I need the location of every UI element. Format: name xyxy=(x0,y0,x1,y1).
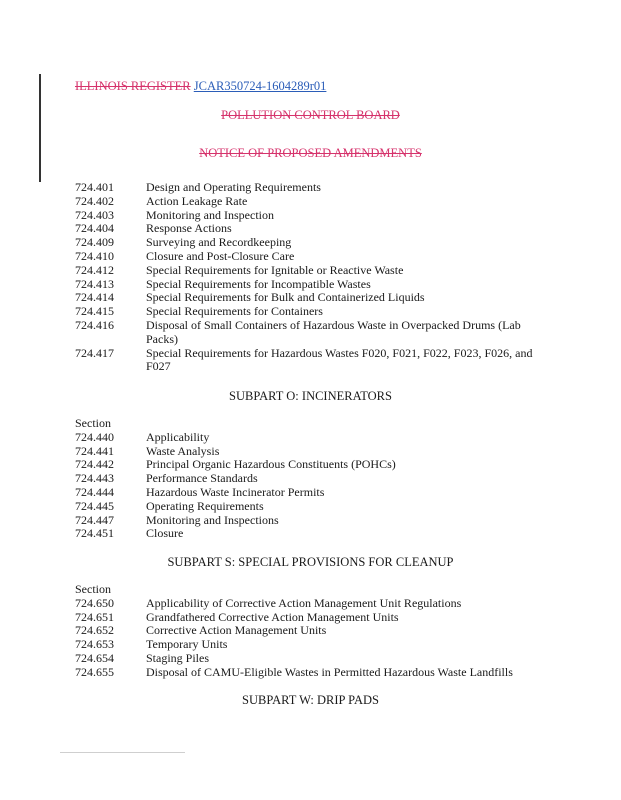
list-item xyxy=(75,291,545,305)
list-item xyxy=(75,500,545,514)
section-list-subpart-s xyxy=(75,583,545,680)
section-number: 724.651 xyxy=(75,609,114,624)
board-title xyxy=(0,108,621,123)
subpart-o-heading: SUBPART O: INCINERATORS xyxy=(229,389,392,403)
section-title: Disposal of CAMU-Eligible Wastes in Permitted Hazardous Waste Landfills xyxy=(146,664,513,679)
section-number: 724.412 xyxy=(75,262,114,277)
section-number: 724.447 xyxy=(75,512,114,527)
section-column-label: Section xyxy=(75,416,111,430)
section-number: 724.653 xyxy=(75,637,114,652)
section-number: 724.445 xyxy=(75,498,114,513)
section-number: 724.443 xyxy=(75,471,114,486)
list-item xyxy=(75,209,545,223)
section-title: Special Requirements for Ignitable or Reactive Waste xyxy=(146,262,404,277)
list-item xyxy=(75,652,545,666)
list-item xyxy=(75,624,545,638)
list-item xyxy=(75,195,545,209)
list-item xyxy=(75,514,545,528)
section-title: Action Leakage Rate xyxy=(146,193,248,208)
section-list-subpart-n xyxy=(75,181,545,374)
board-title-text: POLLUTION CONTROL BOARD xyxy=(221,108,400,122)
section-title: Applicability of Corrective Action Management Unit Regulations xyxy=(146,595,462,610)
section-number: 724.441 xyxy=(75,443,114,458)
section-number: 724.415 xyxy=(75,304,114,319)
notice-title xyxy=(0,146,621,161)
subpart-s-heading: SUBPART S: SPECIAL PROVISIONS FOR CLEANUP xyxy=(167,555,454,569)
list-item xyxy=(75,638,545,652)
section-title: Special Requirements for Hazardous Wastes F020, F021, F022, F023, F026, and F027 xyxy=(146,345,533,374)
section-number: 724.655 xyxy=(75,664,114,679)
list-item xyxy=(75,431,545,445)
section-title: Special Requirements for Incompatible Wastes xyxy=(146,276,371,291)
section-number: 724.417 xyxy=(75,345,114,360)
section-title: Corrective Action Management Units xyxy=(146,623,327,638)
section-number: 724.442 xyxy=(75,457,114,472)
list-item xyxy=(75,181,545,195)
section-column-label: Section xyxy=(75,582,111,596)
section-number: 724.401 xyxy=(75,180,114,194)
section-number: 724.444 xyxy=(75,484,114,499)
list-item xyxy=(75,486,545,500)
list-item xyxy=(75,264,545,278)
section-title: Special Requirements for Containers xyxy=(146,304,323,319)
section-title: Waste Analysis xyxy=(146,443,220,458)
list-item xyxy=(75,236,545,250)
section-number: 724.652 xyxy=(75,623,114,638)
section-number: 724.403 xyxy=(75,207,114,222)
list-item xyxy=(75,319,545,347)
section-number: 724.451 xyxy=(75,526,114,541)
footer-divider xyxy=(60,752,185,753)
section-title: Response Actions xyxy=(146,221,232,236)
section-title: Special Requirements for Bulk and Containerized Liquids xyxy=(146,290,425,305)
section-title: Performance Standards xyxy=(146,471,258,486)
register-title-struck: ILLINOIS REGISTER xyxy=(75,79,191,93)
list-item xyxy=(75,250,545,264)
section-title: Temporary Units xyxy=(146,637,228,652)
section-number: 724.404 xyxy=(75,221,114,236)
section-title: Closure and Post-Closure Care xyxy=(146,248,295,263)
section-number: 724.410 xyxy=(75,248,114,263)
section-number: 724.650 xyxy=(75,595,114,610)
list-item xyxy=(75,597,545,611)
section-title: Hazardous Waste Incinerator Permits xyxy=(146,484,325,499)
section-title: Applicability xyxy=(146,429,210,444)
list-item xyxy=(75,305,545,319)
list-item xyxy=(75,222,545,236)
section-number: 724.440 xyxy=(75,429,114,444)
list-item xyxy=(75,445,545,459)
section-title: Operating Requirements xyxy=(146,498,264,513)
register-code-inserted: JCAR350724-1604289r01 xyxy=(193,79,327,93)
list-item xyxy=(75,611,545,625)
section-title: Principal Organic Hazardous Constituents (POHCs) xyxy=(146,457,396,472)
section-title: Monitoring and Inspections xyxy=(146,512,279,527)
list-item xyxy=(75,472,545,486)
section-title: Monitoring and Inspection xyxy=(146,207,274,222)
section-title: Staging Piles xyxy=(146,650,210,665)
section-list-subpart-o xyxy=(75,417,545,541)
list-item xyxy=(75,666,545,680)
section-title: Surveying and Recordkeeping xyxy=(146,235,292,250)
list-item xyxy=(75,278,545,292)
section-number: 724.654 xyxy=(75,650,114,665)
section-number: 724.413 xyxy=(75,276,114,291)
section-title: Grandfathered Corrective Action Management Units xyxy=(146,609,399,624)
list-item xyxy=(75,347,545,375)
register-header xyxy=(75,79,326,94)
section-title: Disposal of Small Containers of Hazardous Waste in Overpacked Drums (Lab Packs) xyxy=(146,317,521,346)
section-number: 724.414 xyxy=(75,290,114,305)
section-number: 724.416 xyxy=(75,317,114,332)
subpart-w-heading: SUBPART W: DRIP PADS xyxy=(242,693,379,707)
list-item xyxy=(75,527,545,541)
section-title: Closure xyxy=(146,526,184,541)
notice-title-text: NOTICE OF PROPOSED AMENDMENTS xyxy=(199,146,422,160)
section-title: Design and Operating Requirements xyxy=(146,180,321,194)
section-number: 724.402 xyxy=(75,193,114,208)
list-item xyxy=(75,458,545,472)
revision-change-bar xyxy=(39,74,41,182)
section-number: 724.409 xyxy=(75,235,114,250)
